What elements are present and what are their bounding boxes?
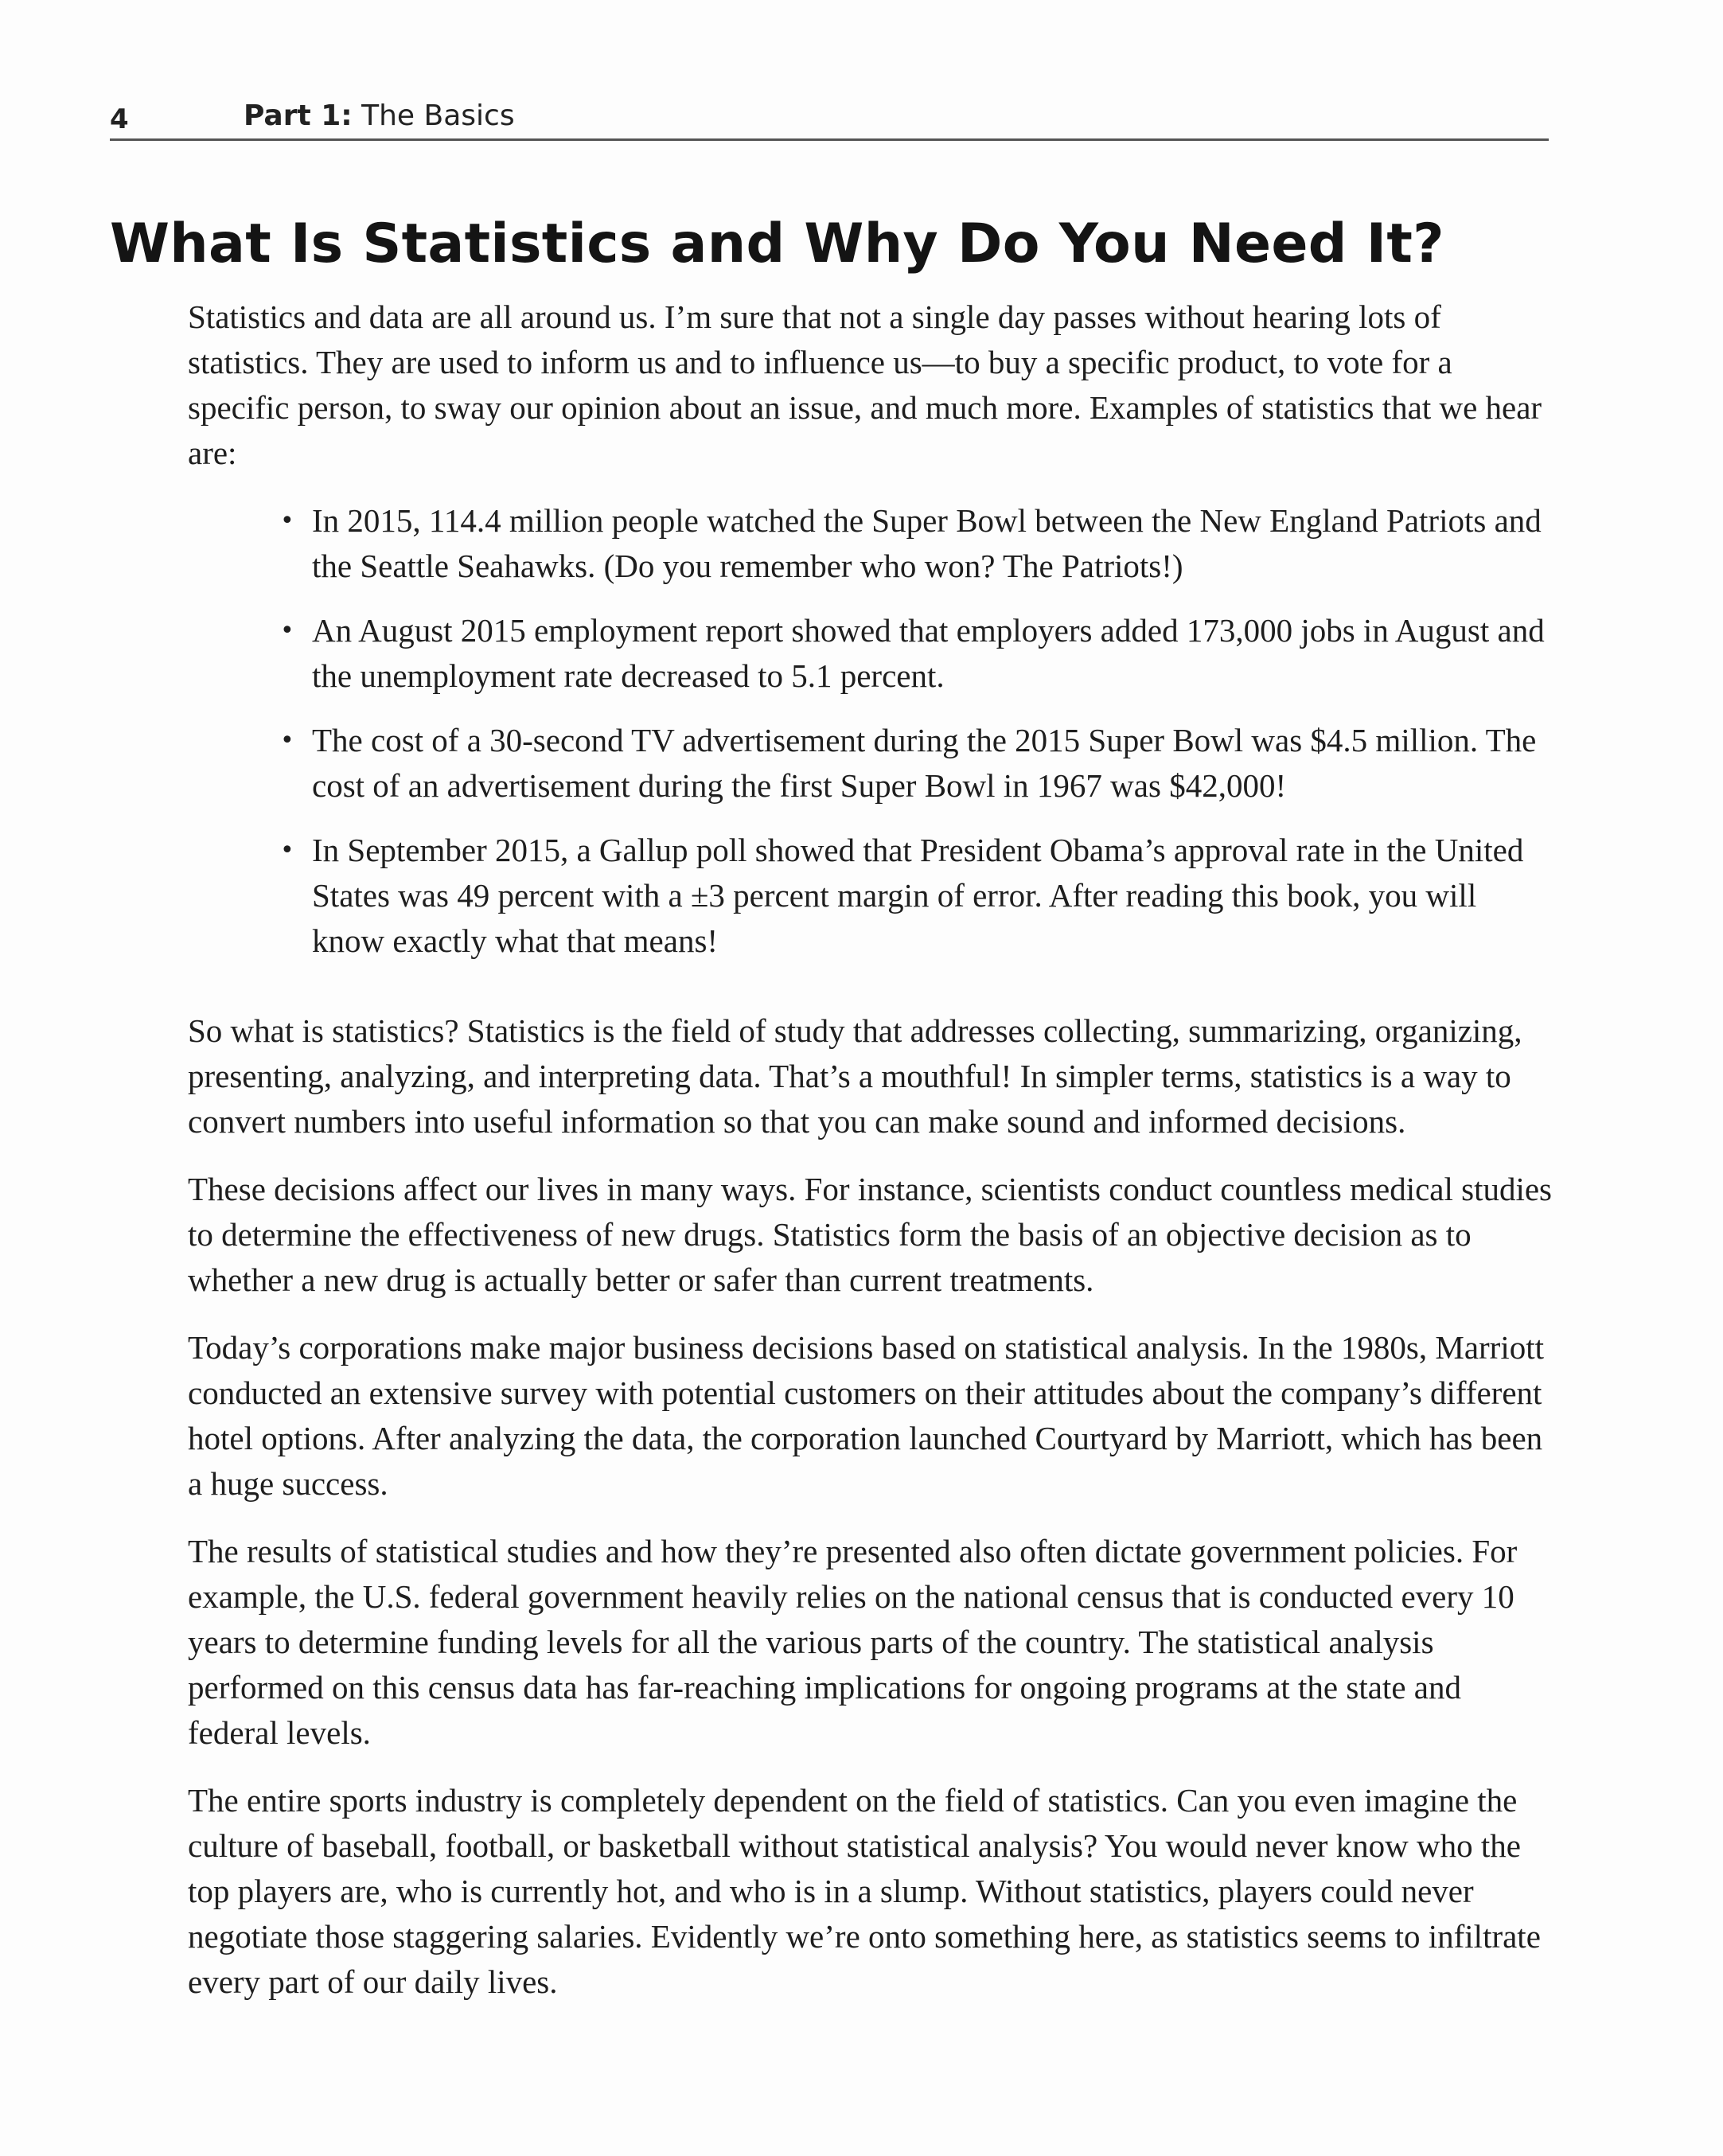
paragraph-corporations: Today’s corporations make major business decisions based on statistical analysis. In the 1980s, Marriott conducted an extensive survey with potential customers on their attitudes about the company’s different hotel options. After analyzing the data, the corporation launched Courtyard by Marriott, which has been a huge success. bbox=[188, 1329, 1545, 1502]
bullet-icon: • bbox=[280, 836, 294, 864]
list-item bbox=[280, 498, 1557, 589]
body-text bbox=[188, 294, 1557, 2027]
bullet-icon: • bbox=[280, 727, 294, 754]
list-item bbox=[280, 608, 1557, 699]
list-item bbox=[280, 828, 1557, 964]
list-item-text: In September 2015, a Gallup poll showed that President Obama’s approval rate in the United States was 49 percent with a ±3 percent margin of error. After reading this book, you will know exactly what that means! bbox=[312, 832, 1524, 959]
list-item-text: An August 2015 employment report showed that employers added 173,000 jobs in August and the unemployment rate decreased to 5.1 percent. bbox=[312, 612, 1545, 694]
paragraph-government: The results of statistical studies and how they’re presented also often dictate government policies. For example, the U.S. federal government heavily relies on the national census that is conducted every 10 years to determine funding levels for all the various parts of the country. The statistical analysis performed on this census data has far-reaching implications for ongoing programs at the state and federal levels. bbox=[188, 1533, 1518, 1751]
paragraph-sports: The entire sports industry is completely dependent on the field of statistics. Can you even imagine the culture of baseball, football, or basketball without statistical analysis? You would never know who the top players are, who is currently hot, and who is in a slump. Without statistics, players could never negotiate those staggering salaries. Evidently we’re onto something here, as statistics seems to infiltrate every part of our daily lives. bbox=[188, 1782, 1541, 2000]
list-item-text: In 2015, 114.4 million people watched the Super Bowl between the New England Patriots and the Seattle Seahawks. (Do you remember who won? The Patriots!) bbox=[312, 502, 1542, 584]
page-number: 4 bbox=[110, 103, 129, 135]
part-name: The Basics bbox=[361, 99, 515, 132]
statistics-examples-list bbox=[188, 498, 1557, 964]
section-heading: What Is Statistics and Why Do You Need It? bbox=[110, 212, 1444, 275]
part-label: Part 1: bbox=[244, 99, 353, 132]
running-head bbox=[110, 94, 1549, 141]
intro-paragraph: Statistics and data are all around us. I’m sure that not a single day passes without hearing lots of statistics. They are used to inform us and to influence us—to buy a specific product, to vote for a specific person, to sway our opinion about an issue, and much more. Examples of statistics that we hear are: bbox=[188, 298, 1542, 471]
bullet-icon: • bbox=[280, 507, 294, 535]
part-title bbox=[244, 94, 515, 138]
list-item bbox=[280, 718, 1557, 809]
paragraph-decisions: These decisions affect our lives in many ways. For instance, scientists conduct countless medical studies to determine the effectiveness of new drugs. Statistics form the basis of an objective decision as to whether a new drug is actually better or safer than current treatments. bbox=[188, 1171, 1553, 1298]
list-item-text: The cost of a 30-second TV advertisement during the 2015 Super Bowl was $4.5 million. The cost of an advertisement during the first Super Bowl in 1967 was $42,000! bbox=[312, 722, 1537, 804]
paragraph-definition: So what is statistics? Statistics is the field of study that addresses collecting, summarizing, organizing, presenting, analyzing, and interpreting data. That’s a mouthful! In simpler terms, statistics is a way to convert numbers into useful information so that you can make sound and informed decisions. bbox=[188, 1012, 1522, 1140]
bullet-icon: • bbox=[280, 617, 294, 645]
